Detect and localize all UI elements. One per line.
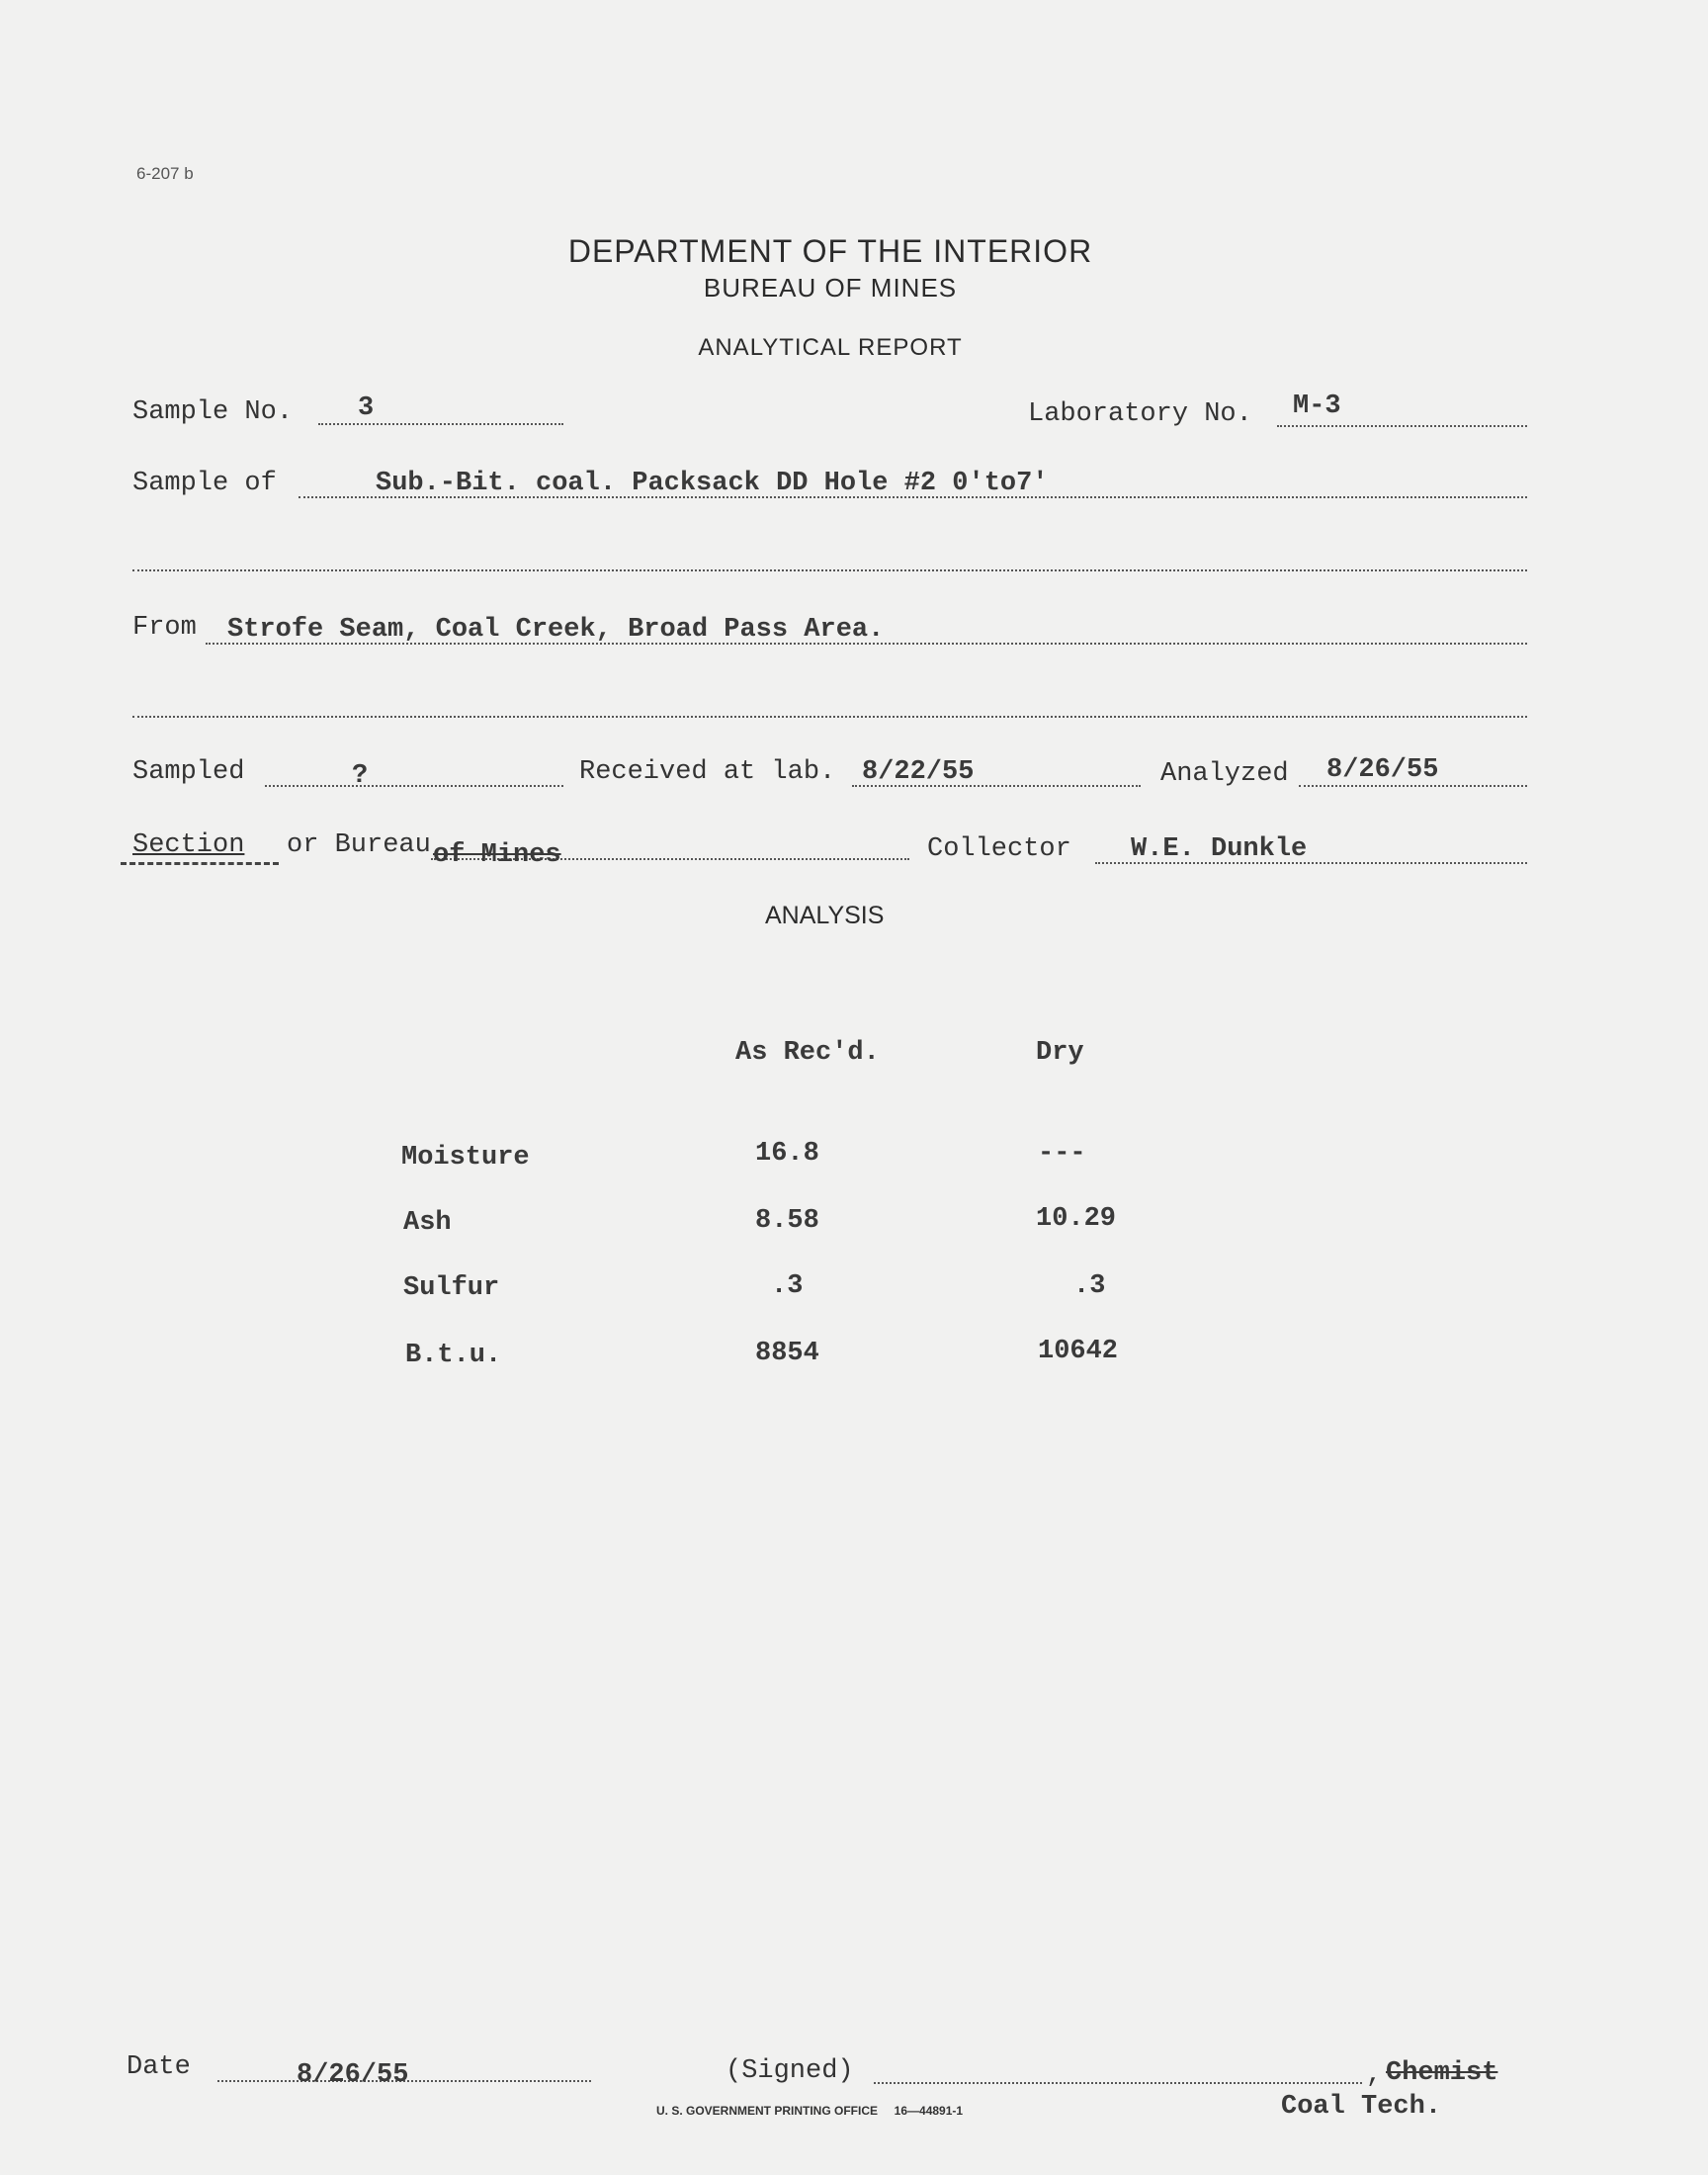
sample-no-line — [318, 423, 563, 425]
sample-no-label: Sample No. — [132, 397, 294, 427]
analyzed-line — [1299, 785, 1527, 787]
lab-no-label: Laboratory No. — [1028, 399, 1252, 429]
analysis-heading: ANALYSIS — [765, 902, 885, 929]
section-or-bureau-label: or Bureau — [287, 830, 431, 860]
row-as-recd: .3 — [771, 1271, 804, 1301]
sampled-value: ? — [352, 761, 369, 791]
lab-no-value: M-3 — [1293, 392, 1341, 421]
sampled-label: Sampled — [132, 757, 245, 787]
row-dry: 10642 — [1038, 1337, 1119, 1366]
signed-label: (Signed) — [726, 2056, 854, 2086]
sample-no-value: 3 — [358, 393, 375, 423]
sample-of-line-2 — [132, 569, 1527, 571]
date-value: 8/26/55 — [297, 2060, 409, 2090]
row-name: Sulfur — [403, 1273, 500, 1303]
from-value: Strofe Seam, Coal Creek, Broad Pass Area. — [227, 615, 885, 645]
sampled-line — [265, 785, 563, 787]
collector-value: W.E. Dunkle — [1131, 834, 1308, 864]
row-name: B.t.u. — [405, 1341, 502, 1370]
section-value: of Mines — [433, 840, 561, 870]
row-as-recd: 16.8 — [755, 1139, 819, 1169]
collector-label: Collector — [927, 834, 1071, 864]
row-dry: .3 — [1073, 1271, 1106, 1301]
row-as-recd: 8854 — [755, 1339, 819, 1368]
from-line-2 — [132, 716, 1527, 718]
title-value: Coal Tech. — [1281, 2092, 1442, 2122]
col-dry-header: Dry — [1036, 1038, 1084, 1068]
date-label: Date — [127, 2052, 191, 2082]
row-name: Ash — [403, 1208, 452, 1238]
row-as-recd: 8.58 — [755, 1206, 819, 1236]
analyzed-label: Analyzed — [1160, 759, 1289, 789]
section-label: Section — [132, 830, 245, 860]
form-number: 6-207 b — [136, 164, 194, 183]
printing-office-line: U. S. GOVERNMENT PRINTING OFFICE 16—44891-1 — [656, 2104, 964, 2118]
bureau-title: BUREAU OF MINES — [703, 273, 958, 303]
lab-no-line — [1277, 425, 1527, 427]
received-value: 8/22/55 — [862, 757, 975, 787]
section-dash-line — [121, 862, 279, 865]
row-name: Moisture — [401, 1143, 530, 1173]
sample-of-value: Sub.-Bit. coal. Packsack DD Hole #2 0'to7' — [376, 469, 1049, 498]
signed-line — [874, 2082, 1362, 2084]
chemist-label: Chemist — [1386, 2058, 1498, 2088]
analyzed-value: 8/26/55 — [1326, 755, 1439, 785]
received-label: Received at lab. — [579, 757, 836, 787]
report-title: ANALYTICAL REPORT — [698, 334, 963, 361]
row-dry: --- — [1038, 1139, 1086, 1169]
department-title: DEPARTMENT OF THE INTERIOR — [567, 233, 1093, 269]
col-as-recd-header: As Rec'd. — [735, 1038, 880, 1068]
sample-of-label: Sample of — [132, 469, 277, 498]
from-label: From — [132, 613, 197, 643]
row-dry: 10.29 — [1036, 1204, 1117, 1234]
signed-comma: , — [1366, 2060, 1383, 2090]
